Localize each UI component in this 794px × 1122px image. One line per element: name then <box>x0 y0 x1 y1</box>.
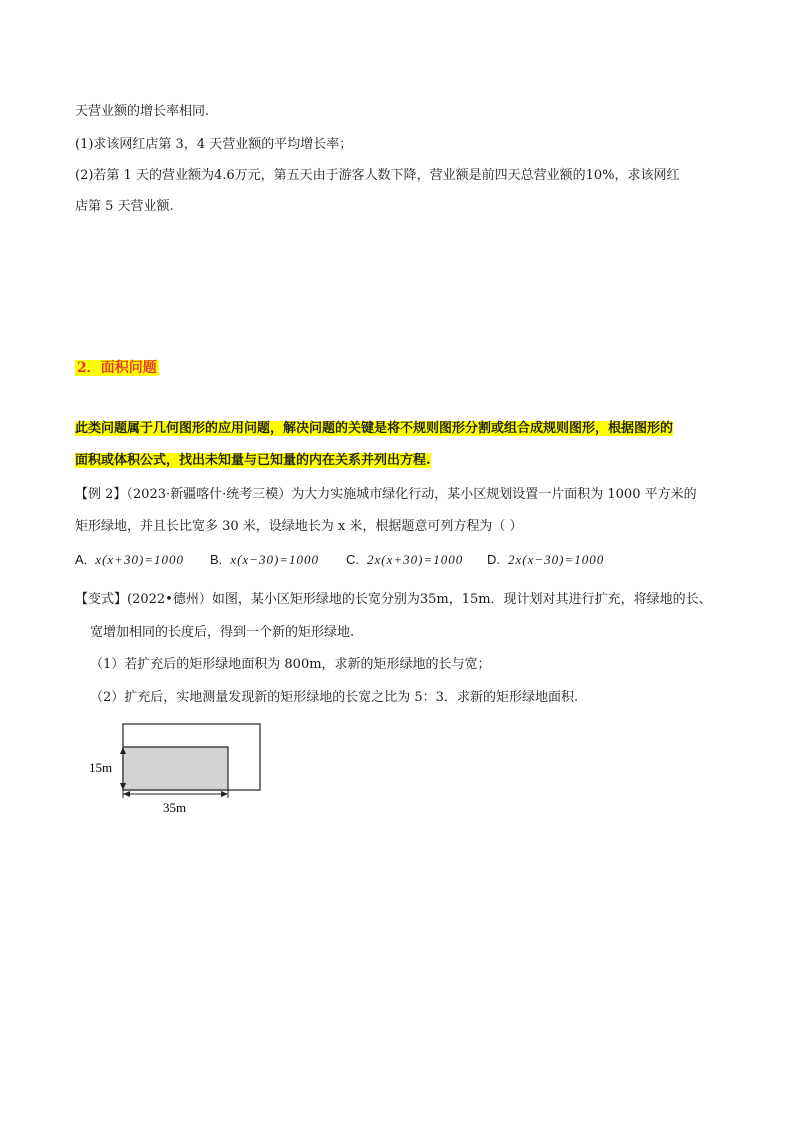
part1-question-2-line2: 店第 5 天营业额. <box>75 199 174 214</box>
section-intro-text-1: 此类问题属于几何图形的应用问题，解决问题的关键是将不规则图形分割或组合成规则图形，根据图形的 <box>75 421 674 436</box>
example2-line1: 【例 2】（2023·新疆喀什·统考三模）为大力实施城市绿化行动，某小区规划设置一片面积为 1000 平方米的 <box>75 487 697 502</box>
option-c-label: C. <box>346 552 359 567</box>
option-d-label: D. <box>487 552 500 567</box>
variant-line1: 【变式】(2022•德州）如图，某小区矩形绿地的长宽分别为35m，15m．现计划对其进行扩充，将绿地的长、 <box>75 592 712 607</box>
part1-line1: 天营业额的增长率相同. <box>75 104 210 119</box>
variant-line2: 宽增加相同的长度后，得到一个新的矩形绿地. <box>90 625 355 640</box>
part1-question-1: (1)求该网红店第 3，4 天营业额的平均增长率； <box>75 137 353 152</box>
option-c-expr: 2x(x+30)=1000 <box>367 552 464 567</box>
width-label: 35m <box>163 800 187 815</box>
option-a-expr: x(x+30)=1000 <box>95 552 185 567</box>
rectangle-figure <box>85 718 270 818</box>
option-d-expr: 2x(x−30)=1000 <box>508 552 605 567</box>
height-label: 15m <box>89 760 113 775</box>
variant-question-1: （1）若扩充后的矩形绿地面积为 800m，求新的矩形绿地的长与宽； <box>90 657 491 672</box>
example2-line2: 矩形绿地，并且长比宽多 30 米，设绿地长为 x 米，根据题意可列方程为（ ） <box>75 519 523 534</box>
section-intro-line1 <box>75 419 673 439</box>
section-intro-text-2: 面积或体积公式，找出未知量与已知量的内在关系并列出方程. <box>75 453 431 468</box>
variant-question-2: （2）扩充后，实地测量发现新的矩形绿地的长宽之比为 5：3．求新的矩形绿地面积. <box>90 690 579 705</box>
option-a <box>75 550 184 571</box>
section-heading-text: 2．面积问题 <box>77 360 157 376</box>
original-green-area <box>123 747 228 790</box>
width-arrow-left <box>123 791 130 797</box>
option-b-expr: x(x−30)=1000 <box>230 552 320 567</box>
width-arrow-right <box>221 791 228 797</box>
option-c <box>346 550 463 571</box>
section-intro-line2 <box>75 451 431 471</box>
option-b <box>210 550 319 571</box>
option-a-label: A. <box>75 552 88 567</box>
option-d <box>487 550 604 571</box>
part1-question-2-line1: (2)若第 1 天的营业额为4.6万元，第五天由于游客人数下降，营业额是前四天总营业额的10%，求该网红 <box>75 168 680 183</box>
option-b-label: B. <box>210 552 223 567</box>
section-heading-area-problems <box>75 358 159 379</box>
